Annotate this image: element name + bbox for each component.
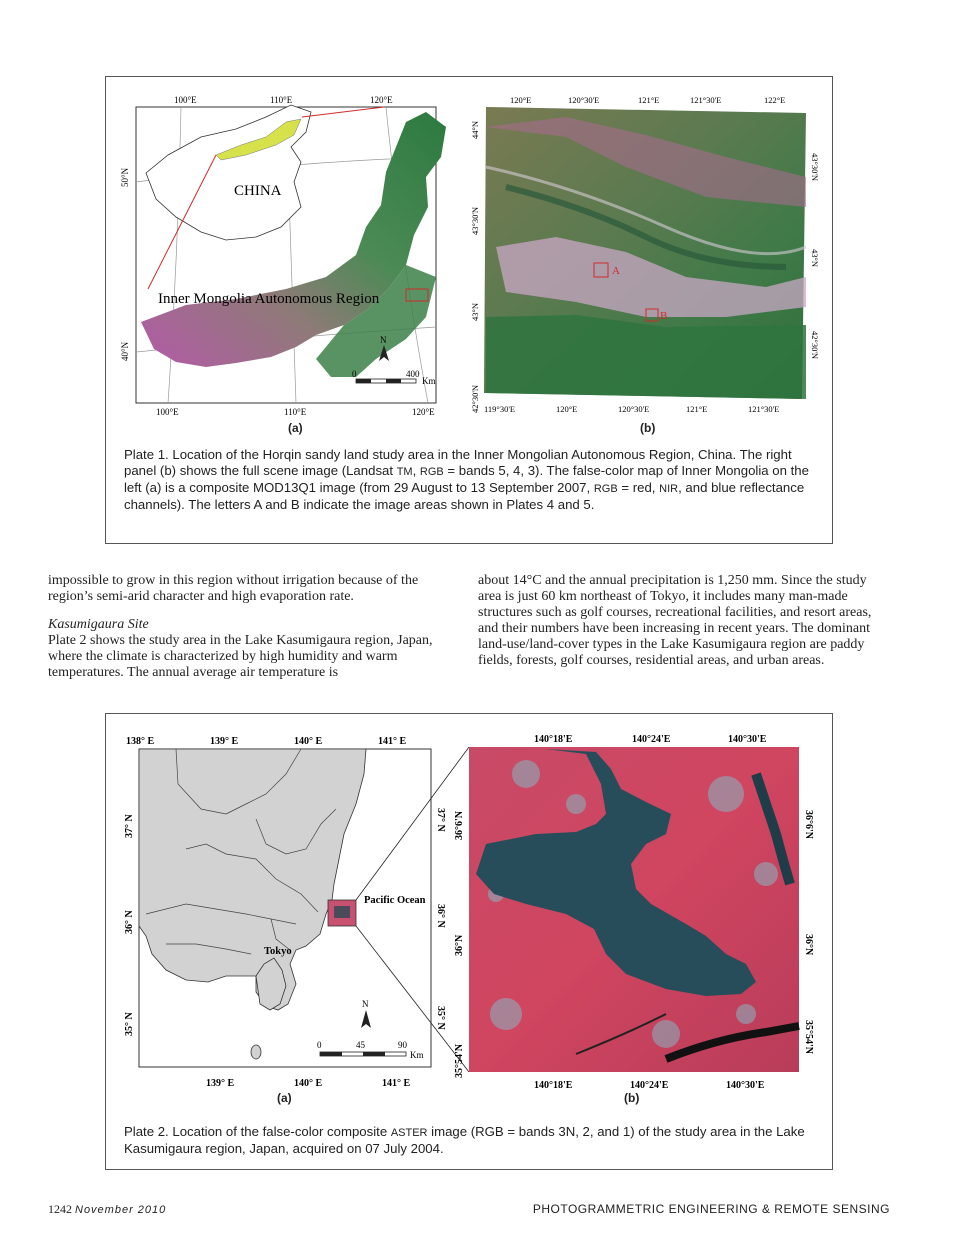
tick-b-right-0: 36°6'N (803, 810, 814, 839)
svg-text:400: 400 (406, 369, 420, 379)
tick-left-2: 35° N (124, 1012, 135, 1036)
tick-b-left-2: 43°N (470, 302, 480, 321)
paragraph: Plate 2 shows the study area in the Lake Kasumigaura region, Japan, where the climate is characterized by high humidity and warm temperatures. The annual average air temperature is (48, 633, 433, 680)
tick-b-bottom-4: 121°30'E (748, 404, 780, 414)
tick-b-top-0: 120°E (510, 95, 532, 105)
plate-2-maps (106, 714, 832, 1109)
text-column-left (48, 573, 458, 681)
svg-text:0: 0 (317, 1040, 322, 1050)
caption-text: = bands 5, 4, 3). The false-color map of Inner Mongolia on the left (a) is a composite MOD13Q1 image (from 29 August to 13 September 2007, (124, 463, 809, 495)
aster-image (469, 747, 799, 1072)
caption-text: , (412, 463, 420, 478)
tick-top-3: 141° E (378, 736, 407, 747)
caption-nir: NIR (659, 483, 679, 495)
tick-b-right-1: 43°N (810, 249, 820, 268)
tick-b-left-1: 43°30'N (470, 206, 480, 235)
caption-aster: ASTER (390, 1127, 428, 1139)
plate-1-caption (124, 447, 814, 513)
pacific-ocean-label: Pacific Ocean (364, 895, 426, 906)
tick-b-top-3: 121°30'E (690, 95, 722, 105)
panel-label-a: (a) (288, 421, 303, 435)
tick-b-right-2: 42°30'N (810, 331, 820, 360)
tick-left-0: 37° N (124, 814, 135, 838)
tick-right-0: 37° N (435, 808, 446, 832)
plate-2-caption (124, 1124, 814, 1157)
tick-b-left-1: 36°N (454, 934, 465, 956)
tick-bottom-120e: 120°E (412, 407, 435, 417)
tick-bottom-100e: 100°E (156, 407, 179, 417)
tick-bottom-110e: 110°E (284, 407, 307, 417)
tick-right-1: 36° N (435, 904, 446, 928)
tick-b-left-0: 44°N (470, 120, 480, 139)
tick-top-0: 138° E (126, 736, 155, 747)
svg-text:N: N (380, 335, 387, 345)
map-b-landsat-image (484, 107, 806, 399)
tick-bottom-1: 140° E (294, 1078, 323, 1089)
page-footer-left (48, 1202, 166, 1217)
tick-top-2: 140° E (294, 736, 323, 747)
tick-b-bottom-0: 119°30'E (484, 404, 516, 414)
caption-text: Plate 2. Location of the false-color composite (124, 1124, 391, 1139)
page-number: 1242 (48, 1202, 72, 1216)
tick-b-right-1: 36°N (803, 934, 814, 956)
tick-b-right-2: 35°54'N (803, 1020, 814, 1054)
tick-b-top-0: 140°18'E (534, 734, 573, 745)
tick-bottom-2: 141° E (382, 1078, 411, 1089)
tick-top-100e: 100°E (174, 95, 197, 105)
caption-text: = red, (617, 480, 660, 495)
tokyo-label: Tokyo (264, 946, 292, 957)
tick-b-top-1: 120°30'E (568, 95, 600, 105)
tick-b-top-2: 140°30'E (728, 734, 767, 745)
tick-b-left-0: 36°6'N (454, 811, 465, 840)
caption-text: Plate 1. Location of the Horqin sandy land study area in the Inner Mongolian Autonomous Region, China. The right panel (b) shows the full scene image (Landsat (124, 447, 792, 478)
tick-b-bottom-1: 140°24'E (630, 1080, 669, 1091)
tick-right-2: 35° N (435, 1006, 446, 1030)
issue-date: November 2010 (75, 1204, 167, 1216)
tick-b-bottom-2: 140°30'E (726, 1080, 765, 1091)
svg-text:0: 0 (352, 369, 357, 379)
svg-text:45: 45 (356, 1040, 365, 1050)
tick-top-110e: 110°E (270, 95, 293, 105)
tick-b-bottom-0: 140°18'E (534, 1080, 573, 1091)
tick-top-120e: 120°E (370, 95, 393, 105)
caption-tm: TM (396, 466, 413, 478)
box-b-label: B (660, 310, 668, 322)
panel-label-b: (b) (624, 1091, 640, 1105)
island (251, 1045, 261, 1059)
tick-b-bottom-2: 120°30'E (618, 404, 650, 414)
tick-b-top-1: 140°24'E (632, 734, 671, 745)
journal-title: PHOTOGRAMMETRIC ENGINEERING & REMOTE SENSING (532, 1202, 890, 1216)
box-a-label: A (612, 265, 620, 277)
tick-b-top-2: 121°E (638, 95, 660, 105)
china-label: CHINA (234, 183, 282, 199)
tick-left-1: 36° N (124, 910, 135, 934)
plate-2-figure (105, 713, 833, 1170)
tick-b-left-2: 35°54'N (454, 1044, 465, 1078)
tick-b-bottom-1: 120°E (556, 404, 578, 414)
plate-1-maps (106, 77, 832, 427)
caption-rgb: RGB (419, 466, 444, 478)
paragraph: about 14°C and the annual precipitation is 1,250 mm. Since the study area is just 60 km northeast of Tokyo, it includes many man-made structures such as golf courses, recreational facilities, and resort areas, and their numbers have been increasing in recent years. The dominant land-use/land-cover types in the Lake Kasumigaura region are paddy fields, forests, golf courses, residential areas, and urban areas. (478, 573, 872, 668)
caption-rgb: RGB (593, 483, 618, 495)
tick-bottom-0: 139° E (206, 1078, 235, 1089)
region-label: Inner Mongolia Autonomous Region (158, 291, 380, 307)
svg-text:90: 90 (398, 1040, 407, 1050)
tick-b-right-0: 43°30'N (810, 153, 820, 182)
panel-label-b: (b) (640, 421, 656, 435)
caption-text: , and blue reflectance channels). The letters A and B indicate the image areas shown in Plates 4 and 5. (124, 480, 805, 512)
svg-text:Km: Km (410, 1050, 424, 1060)
svg-text:N: N (362, 999, 369, 1009)
paragraph: impossible to grow in this region without irrigation because of the region’s semi-arid character and high evaporation rate. (48, 573, 419, 604)
plate-1-figure (105, 76, 833, 544)
tick-b-top-4: 122°E (764, 95, 786, 105)
tick-b-left-3: 42°30'N (470, 384, 480, 413)
tick-b-bottom-3: 121°E (686, 404, 708, 414)
tick-left-40n: 40°N (120, 341, 130, 361)
tick-left-50n: 50°N (120, 167, 130, 187)
panel-label-a: (a) (277, 1091, 292, 1105)
tick-top-1: 139° E (210, 736, 239, 747)
svg-text:Km: Km (422, 376, 436, 386)
section-subhead: Kasumigaura Site (48, 617, 149, 632)
text-column-right (478, 573, 888, 669)
caption-text: image (RGB = bands 3N, 2, and 1) of the study area in the Lake Kasumigaura region, Japan, acquired on 07 July 2004. (124, 1124, 805, 1156)
